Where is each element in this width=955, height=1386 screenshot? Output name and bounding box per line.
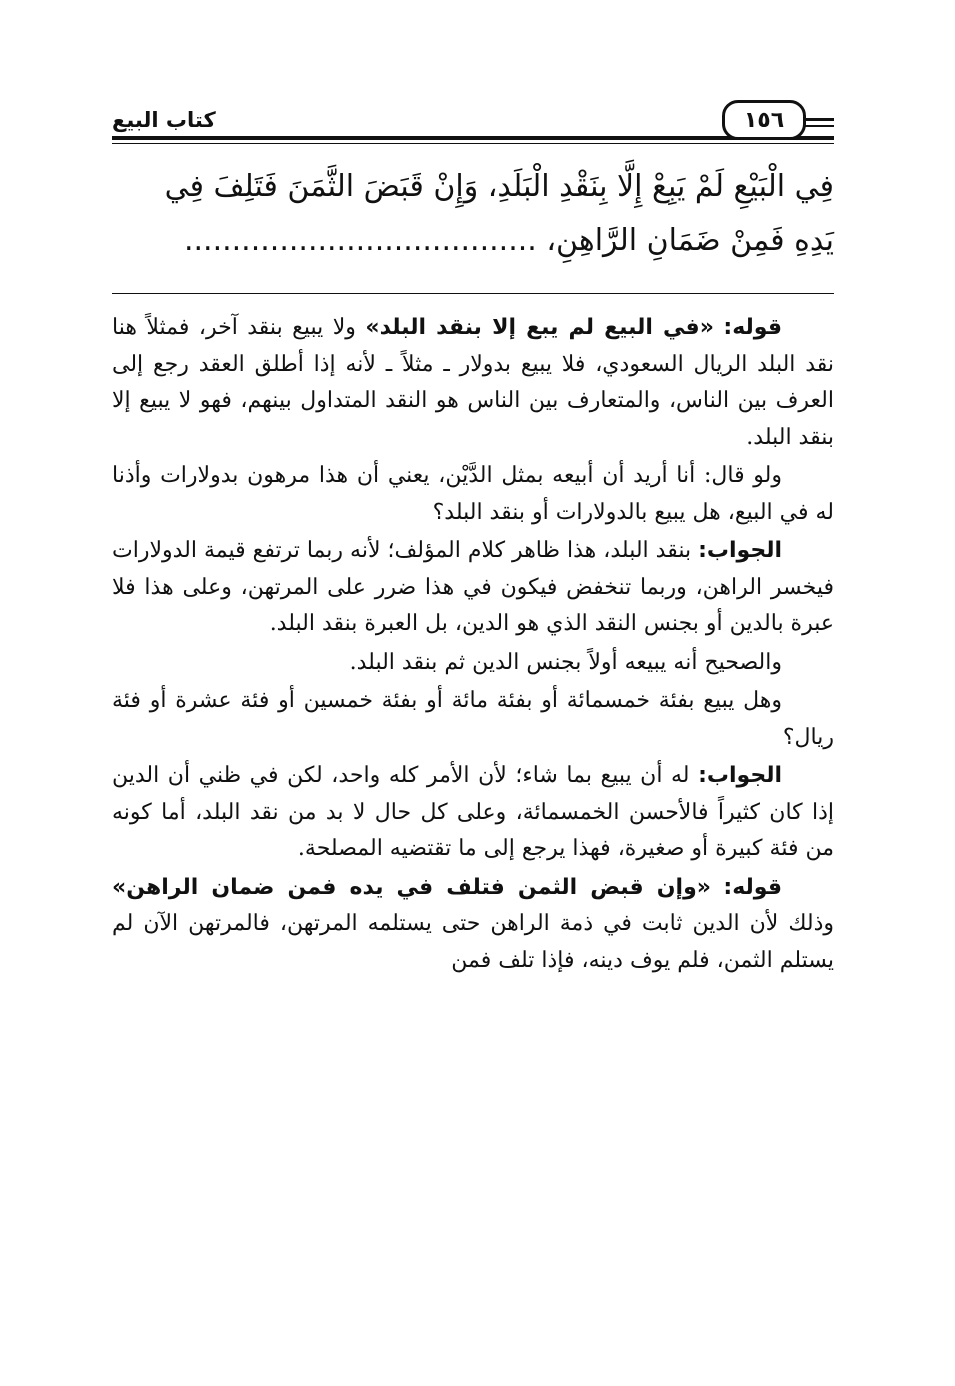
quoted-text: «وإن قبض الثمن فتلف في يده فمن ضمان الراهن» [112,874,711,900]
matn-continuation-dots: ..................................... [183,223,537,258]
paragraph [112,645,834,682]
paragraph-text: بنقد البلد، هذا ظاهر كلام المؤلف؛ لأنه ربما ترتفع قيمة الدولارات فيخسر الراهن، وربما تنخفض فيكون في هذا ضرر على المرتهن، وعلى هذا فلا عبرة بالدين أو بجنس النقد الذي هو الدين، بل العبرة بنقد البلد. [112,538,834,636]
header-rule-thick [112,136,834,140]
paragraph [112,683,834,756]
paragraph [112,870,834,980]
header-rule-thin [112,143,834,144]
paragraph-text: له أن يبيع بما شاء؛ لأن الأمر كله واحد، لكن في ظني أن الدين إذا كان كثيراً فالأحسن الخمسمائة، وعلى كل حال لا بد من نقد البلد، أما كونه من فئة كبيرة أو صغيرة، فهذا يرجع إلى ما تقتضيه المصلحة. [112,763,834,861]
paragraph-text: ولا يبيع بنقد آخر، فمثلاً هنا نقد البلد الريال السعودي، فلا يبيع بدولار ـ مثلاً ـ لأنه إذا أطلق العقد رجع إلى العرف بين الناس، والمتعارف بين الناس هو النقد المتداول بينهم، فهو لا يبيع إلا بنقد البلد. [112,315,834,450]
matn-line-2 [112,214,834,268]
quoted-text: «في البيع لم يبع إلا بنقد البلد» [365,315,714,340]
matn-line-1: فِي الْبَيْعِ لَمْ يَبِعْ إِلَّا بِنَقْدِ الْبَلَدِ، وَإِنْ قَبَضَ الثَّمَنَ فَتَلِفَ فِي [164,169,834,204]
paragraph [112,758,834,868]
matn-text [112,160,834,268]
paragraph [112,458,834,531]
page-number: ١٥٦ [722,100,806,140]
paragraph-text: والصحيح أنه يبيعه أولاً بجنس الدين ثم بنقد البلد. [349,649,782,675]
paragraph-label: قوله: [723,874,782,900]
matn-line-2-text: يَدِهِ فَمِنْ ضَمَانِ الرَّاهِنِ، [546,223,834,258]
page-header [112,92,832,148]
book-title: كتاب البيع [112,108,216,132]
paragraph [112,310,834,456]
paragraph-text: وهل يبيع بفئة خمسمائة أو بفئة مائة أو بفئة خمسين أو فئة عشرة أو فئة ريال؟ [112,688,834,750]
matn-divider [112,293,834,294]
paragraph-text: وذلك لأن الدين ثابت في ذمة الراهن حتى يستلمه المرتهن، فالمرتهن الآن لم يستلم الثمن، فلم يوف دينه، فإذا تلف فمن [112,911,834,973]
paragraph [112,533,834,643]
paragraph-text: ولو قال: أنا أريد أن أبيعه بمثل الدَّيْن، يعني أن هذا مرهون بدولارات وأذنا له في البيع، هل يبيع بالدولارات أو بنقد البلد؟ [112,463,834,525]
commentary [112,310,834,981]
paragraph-label: الجواب: [698,538,782,563]
paragraph-label: الجواب: [698,763,782,788]
paragraph-label: قوله: [723,315,782,340]
